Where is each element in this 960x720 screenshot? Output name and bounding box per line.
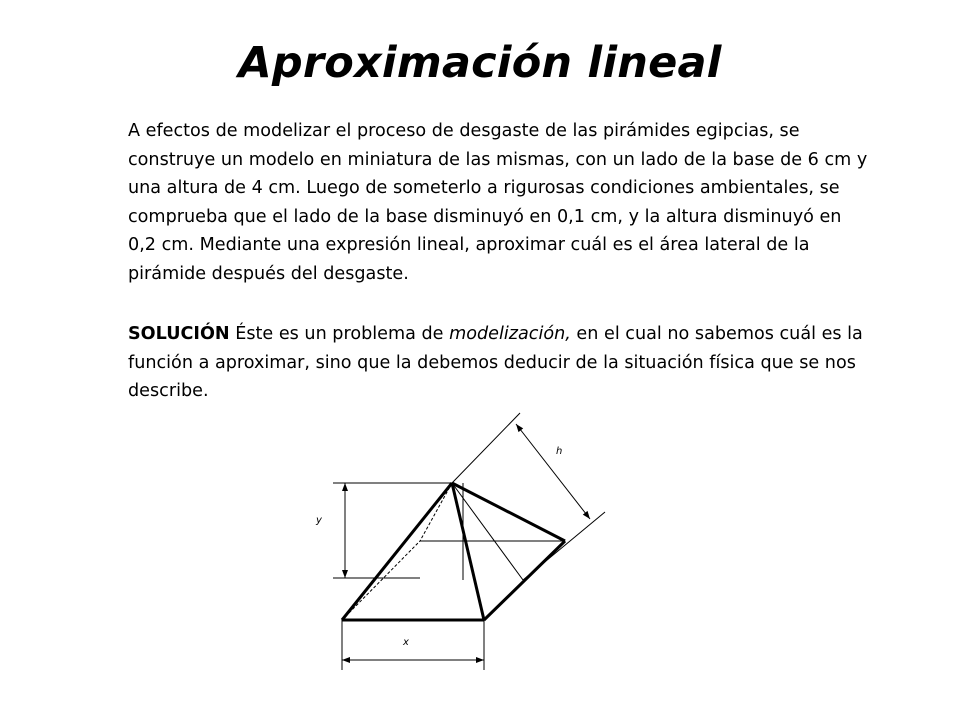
slant-label: h bbox=[556, 446, 563, 457]
slant-dim-line bbox=[516, 424, 590, 519]
problem-statement: A efectos de modelizar el proceso de desgaste de las pirámides egipcias, se construye un modelo en miniatura de las mismas, con un lado de la base de 6 cm y una altura de 4 cm. Luego de someterlo a rigurosas condiciones ambientales, se comprueba que el lado de la base disminuyó en 0,1 cm, y la altura disminuyó en 0,2 cm. Mediante una expresión lineal, aproximar cuál es el área lateral de la pirámide después del desgaste. bbox=[128, 121, 868, 284]
solution-label: SOLUCIÓN bbox=[128, 324, 230, 344]
hidden-edge-apex bbox=[420, 483, 452, 541]
solution-text-after: en el cual no sabemos cuál es la función a aproximar, sino que la debemos deducir de la situación física que se nos describe. bbox=[128, 324, 863, 401]
base-right-edge bbox=[484, 541, 565, 620]
slant-arrow-bottom bbox=[583, 511, 590, 519]
height-arrow-bottom bbox=[342, 570, 348, 578]
base-arrow-left bbox=[342, 657, 350, 663]
height-arrow-top bbox=[342, 483, 348, 491]
base-arrow-right bbox=[476, 657, 484, 663]
slant-ext-top bbox=[452, 413, 520, 483]
page-title: Aproximación lineal bbox=[238, 38, 722, 88]
solution-emphasis: modelización, bbox=[449, 324, 571, 344]
lateral-edge-front bbox=[452, 483, 484, 620]
lateral-edge-right bbox=[452, 483, 565, 541]
hidden-edge-left bbox=[342, 541, 420, 620]
slant-ext-bottom bbox=[523, 512, 605, 580]
lateral-edge-left bbox=[342, 483, 452, 620]
slant-arrow-top bbox=[516, 424, 523, 432]
height-label: y bbox=[316, 515, 322, 526]
solution-text-before: Éste es un problema de bbox=[229, 324, 450, 344]
base-label: x bbox=[403, 637, 409, 648]
